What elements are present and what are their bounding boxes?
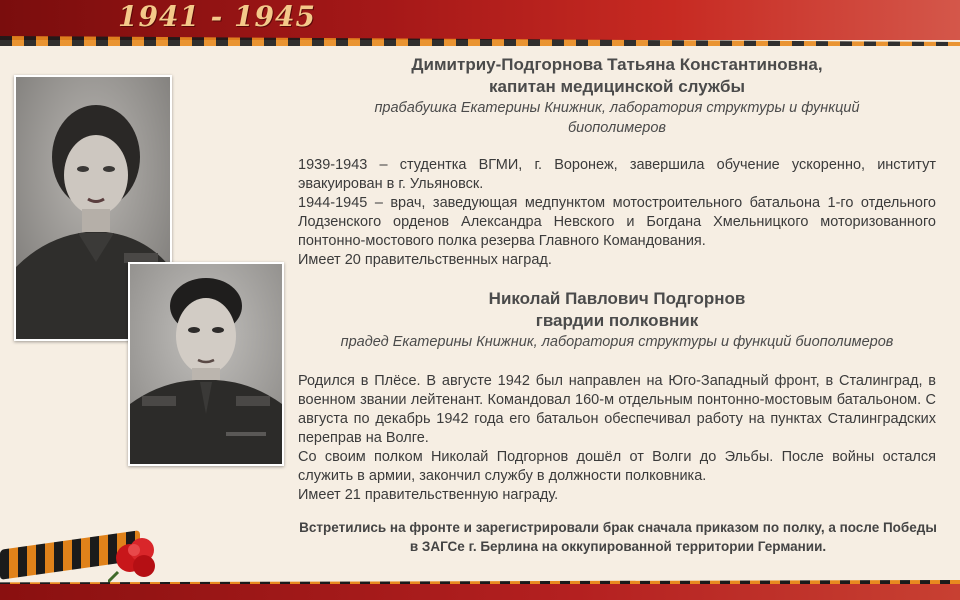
photo-man <box>128 262 284 466</box>
person1-relation: прабабушка Екатерины Книжник, лаборатория структуры и функций биополимеров <box>374 100 860 136</box>
red-carnation-icon <box>108 528 164 584</box>
person1-name: Димитриу-Подгорнова Татьяна Константиновна, <box>411 55 823 74</box>
person1-rank: капитан медицинской службы <box>489 77 745 96</box>
person2-bio-1: Родился в Плёсе. В августе 1942 был направлен на Юго-Западный фронт, в Сталинград, в военном звании лейтенант. Командовал 160-м отдельным понтонно-мостовым батальоном. С августа по декабрь 1942 года его батальон обеспечивал работу на пунктах Сталинградских переправ на Волге. <box>298 373 936 446</box>
person2-bio-2: Со своим полком Николай Подгорнов дошёл от Волги до Эльбы. После войны остался служить в армии, закончил службу в должности полковника. <box>298 449 936 484</box>
person1-bio-1: 1939-1943 – студентка ВГМИ, г. Воронеж, завершила обучение ускоренно, институт эвакуирован в г. Ульяновск. <box>298 157 936 192</box>
person2-relation: прадед Екатерины Книжник, лаборатория структуры и функций биополимеров <box>340 334 894 350</box>
person2-bio-3: Имеет 21 правительственную награду. <box>298 487 559 503</box>
years-title: 1941 - 1945 <box>118 0 316 33</box>
person2-block <box>298 288 936 505</box>
person2-rank: гвардии полковник <box>535 311 699 330</box>
person1-bio-3: Имеет 20 правительственных наград. <box>298 252 552 268</box>
person2-name: Николай Павлович Подгорнов <box>488 289 746 308</box>
person1-block <box>298 54 936 270</box>
person1-bio-2: 1944-1945 – врач, заведующая медпунктом мотостроительного батальона 1-го отдельного Лодзенского орденов Александра Невского и Богдана Хмельницкого моторизованного понтонно-мостового полка резерва Главного Командования. <box>298 195 936 249</box>
footer-band <box>0 584 960 600</box>
closing-statement: Встретились на фронте и зарегистрировали брак сначала приказом по полку, а после Победы в ЗАГСе г. Берлина на оккупированной территории Германии. <box>299 520 937 554</box>
